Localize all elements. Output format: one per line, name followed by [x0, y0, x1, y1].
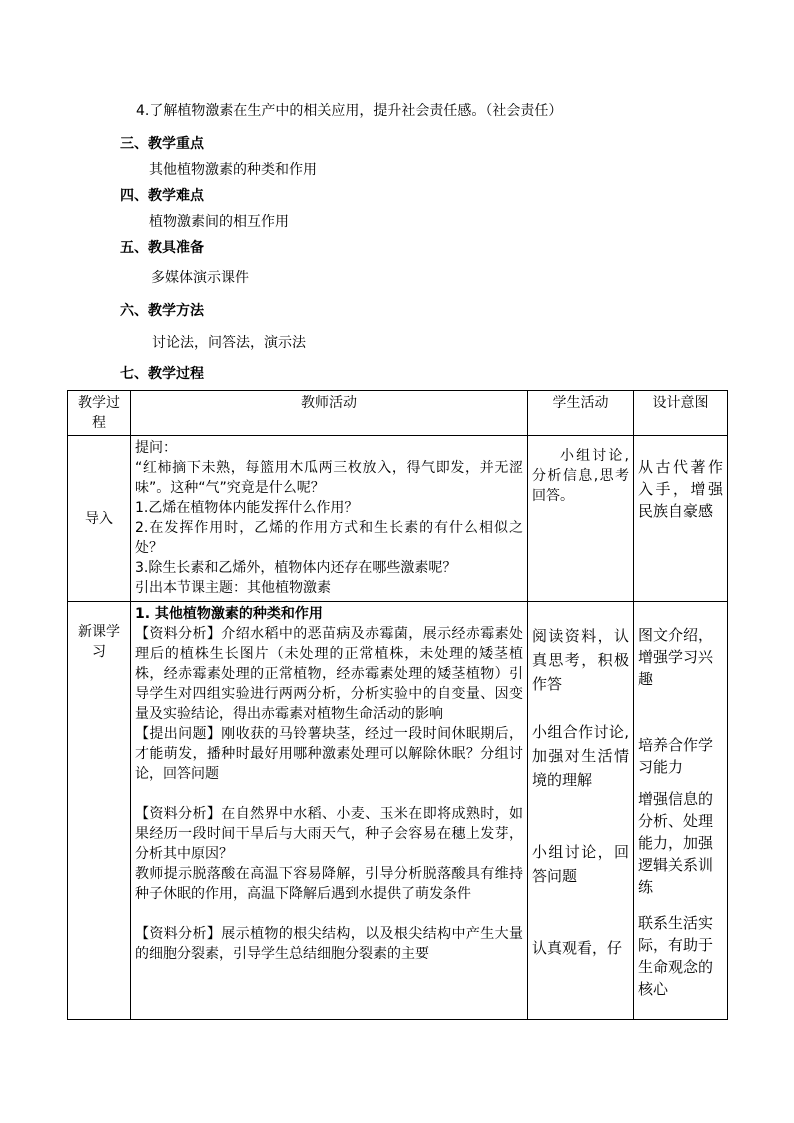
design-intent-cell [634, 436, 728, 602]
section-content-difficulties: 植物激素间的相互作用 [149, 214, 289, 230]
teacher-text: 【资料分析】在自然界中水稻、小麦、玉米在即将成熟时，如果经历一段时间干旱后与大雨天气，种子会容易在穗上发芽，分析其中原因？ [135, 806, 523, 862]
student-text: 认真观看，仔 [532, 939, 623, 957]
student-text: 阅读资料，认真思考，积极作答 [532, 627, 629, 693]
stage-cell: 导入 [68, 436, 131, 602]
design-text: 培养合作学习能力 [638, 736, 714, 776]
section-heading-process: 七、教学过程 [120, 366, 204, 382]
teacher-activity-cell [131, 602, 528, 1020]
objective-4: 4.了解植物激素在生产中的相关应用，提升社会责任感。（社会责任） [136, 103, 563, 119]
design-text: 从古代著作入手，增强民族自豪感 [638, 458, 723, 520]
section-content-teaching-aids: 多媒体演示课件 [151, 270, 249, 286]
teacher-text: 引出本节课主题：其他植物激素 [135, 580, 331, 596]
design-text: 增强信息的分析、处理能力，加强逻辑关系训练 [638, 790, 714, 896]
student-text: 小组讨论，回答问题 [532, 843, 629, 885]
header-teacher-activity: 教师活动 [131, 391, 528, 436]
design-text: 联系生活实际，有助于生命观念的核心 [638, 914, 714, 998]
teacher-text: “红柿摘下未熟，每篮用木瓜两三枚放入，得气即发，并无涩味”。这种“气”究竟是什么呢？ [135, 460, 523, 496]
teacher-text: 提问： [135, 440, 177, 456]
table-row [68, 436, 728, 602]
student-activity-cell [528, 602, 634, 1020]
teacher-text: 2.在发挥作用时，乙烯的作用方式和生长素的有什么相似之处？ [135, 520, 523, 556]
teacher-activity-cell [131, 436, 528, 602]
section-heading-key-points: 三、教学重点 [120, 136, 204, 152]
teacher-text: 1.乙烯在植物体内能发挥什么作用？ [135, 500, 359, 516]
section-heading-difficulties: 四、教学难点 [120, 188, 204, 204]
table-row [68, 602, 728, 1020]
header-design-intent: 设计意图 [634, 391, 728, 436]
teacher-text: 【资料分析】介绍水稻中的恶苗病及赤霉菌，展示经赤霉素处理后的植株生长图片（未处理的正常植株，未处理的矮茎植株，经赤霉素处理的正常植物，经赤霉素处理的矮茎植物）引导学生对四组实验进行两两分析，分析实验中的自变量、因变量及实验结论，得出赤霉素对植物生命活动的影响 [135, 626, 523, 722]
section-heading-teaching-aids: 五、教具准备 [120, 240, 204, 256]
student-text: 小组讨论,分析信息,思考回答。 [532, 448, 629, 504]
header-stage: 教学过程 [68, 391, 131, 436]
student-text: 小组合作讨论,加强对生活情境的理解 [532, 723, 629, 789]
section-content-key-points: 其他植物激素的种类和作用 [149, 162, 317, 178]
design-text: 图文介绍，增强学习兴趣 [638, 626, 714, 688]
teacher-text: 教师提示脱落酸在高温下容易降解，引导分析脱落酸具有维持种子休眠的作用，高温下降解后遇到水提供了萌发条件 [135, 866, 523, 902]
table-header-row [68, 391, 728, 436]
design-intent-cell [634, 602, 728, 1020]
teacher-text: 【资料分析】展示植物的根尖结构，以及根尖结构中产生大量的细胞分裂素，引导学生总结细胞分裂素的主要 [135, 926, 523, 962]
stage-cell: 新课学习 [68, 602, 131, 1020]
teaching-process-table [67, 390, 728, 1020]
student-activity-cell [528, 436, 634, 602]
section-heading-methods: 六、教学方法 [120, 303, 204, 319]
teacher-text: 【提出问题】刚收获的马铃薯块茎，经过一段时间休眠期后，才能萌发，播种时最好用哪种激素处理可以解除休眠？分组讨论，回答问题 [135, 726, 523, 782]
teacher-text: 3.除生长素和乙烯外，植物体内还存在哪些激素呢？ [135, 560, 457, 576]
section-content-methods: 讨论法，问答法，演示法 [152, 335, 306, 351]
header-student-activity: 学生活动 [528, 391, 634, 436]
teacher-section-title: 1. 其他植物激素的种类和作用 [135, 606, 323, 622]
